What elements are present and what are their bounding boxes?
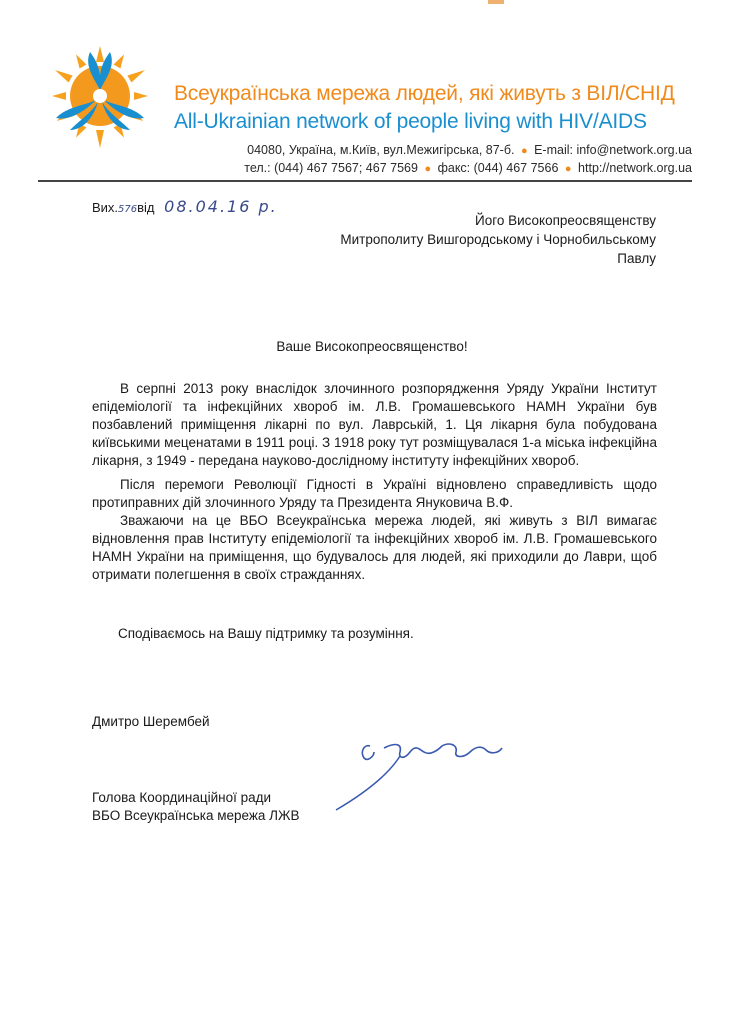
signer-position: Голова Координаційної ради — [92, 790, 272, 805]
outgoing-number — [92, 197, 278, 216]
postal-address: 04080, Україна, м.Київ, вул.Межигірська, 87-б. — [247, 143, 515, 157]
org-name-ukrainian: Всеукраїнська мережа людей, які живуть з ВІЛ/СНІД — [174, 82, 675, 105]
phone-text: тел.: (044) 467 7567; 467 7569 — [244, 161, 418, 175]
body-paragraph: В серпні 2013 року внаслідок злочинного розпорядження Уряду України Інститут епідеміології та інфекційних хвороб ім. Л.В. Громашевського НАМН України був позбавлений приміщення лікарні по вул. Лаврській, 1. Ця лікарня була побудована київськими меценатами в 1911 році. З 1918 року тут розміщувалася 1-а міська інфекційна лікарня, з 1949 - передана науково-дослідному інституту інфекційних хвороб. — [92, 381, 657, 468]
closing-line: Сподіваємось на Вашу підтримку та розуміння. — [118, 626, 414, 641]
body-paragraph: Зважаючи на це ВБО Всеукраїнська мережа людей, які живуть з ВІЛ вимагає відновлення прав Інституту епідеміології та інфекційних хвороб ім. Л.В. Громашевського НАМН України на приміщення, що будувалось для людей, які приходили до Лаври, щоб отримати полегшення в своїх стражданнях. — [92, 513, 657, 582]
header-divider — [38, 180, 692, 182]
contact-line — [244, 161, 692, 175]
org-name-english: All-Ukrainian network of people living with HIV/AIDS — [174, 110, 647, 133]
addressee-line: Павлу — [617, 251, 656, 266]
bullet-icon: ● — [520, 145, 528, 157]
bullet-icon: ● — [564, 163, 572, 175]
network-sun-logo-icon — [30, 44, 170, 148]
signer-organization: ВБО Всеукраїнська мережа ЛЖВ — [92, 808, 300, 823]
bullet-icon: ● — [424, 163, 432, 175]
outgoing-prefix: Вих. — [92, 200, 119, 215]
outgoing-date-handwritten: 08.04.16 р. — [164, 197, 278, 216]
fax-text: факс: (044) 467 7566 — [437, 161, 559, 175]
website-link: http://network.org.ua — [578, 161, 692, 175]
address-line — [247, 143, 692, 157]
email-text: E-mail: info@network.org.ua — [534, 143, 692, 157]
addressee-line: Митрополиту Вишгородському і Чорнобильському — [340, 232, 656, 247]
signer-name: Дмитро Шерембей — [92, 714, 210, 729]
top-edge-mark — [488, 0, 504, 4]
handwritten-signature — [330, 722, 530, 812]
body-paragraph: Після перемоги Революції Гідності в Україні відновлено справедливість щодо протиправних дій злочинного Уряду та Президента Януковича В.Ф. — [92, 477, 657, 510]
addressee-line: Його Високопреосвященству — [474, 213, 656, 228]
addressee-block — [340, 211, 656, 268]
letter-body — [92, 380, 657, 584]
outgoing-from-label: від — [137, 200, 155, 215]
outgoing-number-handwritten: 576 — [118, 204, 138, 215]
salutation: Ваше Високопреосвященство! — [276, 339, 468, 354]
